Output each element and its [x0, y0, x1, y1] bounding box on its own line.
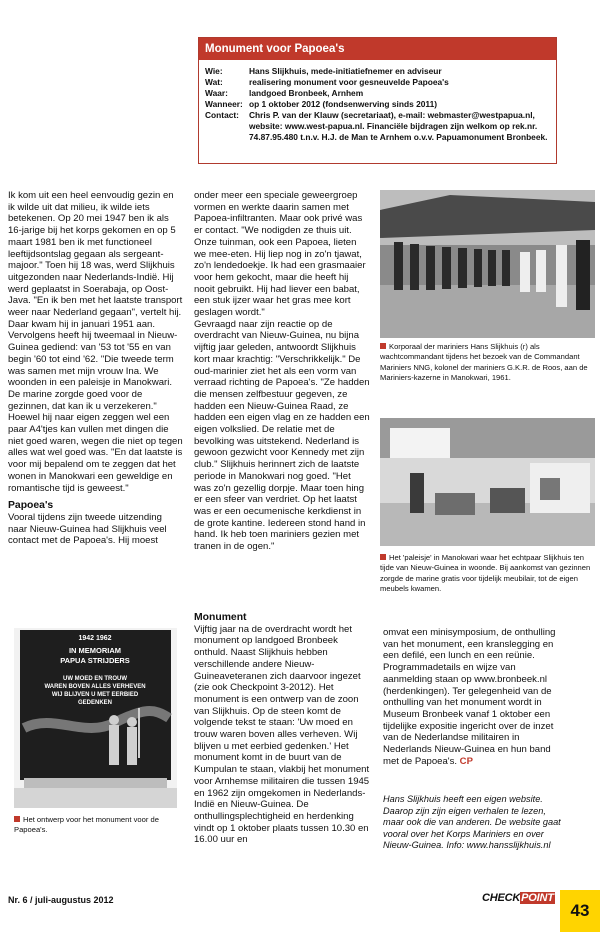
magazine-logo	[482, 892, 555, 904]
section-heading: Monument	[194, 612, 247, 623]
info-row	[205, 99, 553, 110]
paragraph-text: omvat een minisymposium, de onthulling van het monument, een kranslegging en een defilé, een lunch en een reünie. Programmadetails en wijze van aanmelding staan op www.bronbeek.nl (herdenkingen). Ter gelegenheid van de onthulling van het monument wordt in Museum Bronbeek vanaf 1 oktober een tijdelijke expositie ingericht over de inzet van de Nederlandse militairen in Nederlands Nieuw-Guinea en hun band met de Papoea's.	[383, 627, 556, 767]
author-note: Hans Slijkhuis heeft een eigen website. Daarop zijn zijn eigen verhalen te lezen, maar ook die van anderen. De website gaat vooral over het Korps Mariniers en over Nieuw-Guinea. Info: www.hansslijkhuis.nl	[383, 794, 561, 851]
info-label: Wat:	[205, 77, 223, 87]
info-value: realisering monument voor gesneuvelde Papoea's	[249, 77, 449, 87]
caption-bullet-icon	[14, 816, 20, 822]
caption-text: Korporaal der mariniers Hans Slijkhuis (r) als wachtcommandant tijdens het bezoek van de Commandant Mariniers NNG, kolonel der mariniers G.K.R. de Roos, aan de Mariniers-kazerne in Manokwari, 1961.	[380, 342, 588, 382]
info-box-title: Monument voor Papoea's	[199, 38, 556, 60]
info-row	[205, 110, 553, 143]
paragraph: Gevraagd naar zijn reactie op de overdracht van Nieuw-Guinea, nu bijna vijftig jaar geleden, antwoordt Slijkhuis kort maar krachtig: "Verschrikkelijk." De oud-marinier ziet het als een vorm van verraad richting de Papoea's. "Ze hadden die mensen zelfbestuur gegeven, ze hadden een Nieuw-Guinea Raad, ze hadden een eigen vlag en ze hadden een eigen volkslied. De relatie met de bevolking was uitstekend. Nederland is gewoon gezwicht voor Kennedy met zijn club." Slijkhuis herinnert zich de laatste periode in Manokwari nog goed. "Het was zo'n gezellig dorpje. Maar toen hing er een sfeer van verdriet. Op het laatst was er een oecumenische kerkdienst in de grote kantine. Iedereen stond hand in hand. Ik heb toen mariniers gezien met tranen in de ogen."	[194, 318, 370, 553]
photo-marines-parade	[380, 190, 595, 338]
info-label: Waar:	[205, 88, 228, 98]
info-box-rows	[205, 66, 553, 143]
caption-bullet-icon	[380, 343, 386, 349]
article-column-3	[194, 612, 370, 846]
info-row	[205, 77, 553, 88]
photo-caption	[14, 815, 182, 836]
article-column-4	[383, 627, 563, 767]
info-label: Wie:	[205, 66, 223, 76]
logo-part: POINT	[521, 892, 554, 904]
paragraph: Ik kom uit een heel eenvoudig gezin en ik wilde uit dat milieu, ik wilde iets betekenen. Op 20 mei 1947 ben ik als 16-jarige bij het korps gekomen en op 5 maart 1981 ben ik met functioneel leeftijdsontslag gegaan als sergeant-majoor." Toen hij 18 was, werd Slijkhuis uitgezonden naar Nederlands-Indië. Hij werd geplaatst in Soerabaja, op Oost-Java. "En ik ben met het laatste transport weer naar Nederland gegaan", vertelt hij. Daar kwam hij in januari 1951 aan. Vervolgens heeft hij tweemaal in Nieuw-Guinea gediend: van '53 tot '55 en van begin '60 tot eind '62. "Die tweede term was samen met mijn vrouw Ina. We woonden in een paleisje in Manokwari. De marine zorgde goed voor de gezinnen, dat kan ik u verzekeren." Hoewel hij naar eigen zeggen wel een paar A4'tjes kan vullen met dingen die niet goed waren, wegen die niet op tegen alles wat wel goed was. "En dat laatste is voor mij bepalend om te zeggen dat het wonen in Manokwari een geweldige en romantische tijd is geweest."	[8, 190, 183, 494]
info-value: op 1 oktober 2012 (fondsenwerving sinds 2011)	[249, 99, 438, 109]
monument-line: WAREN BOVEN ALLES VERHEVEN	[44, 684, 146, 690]
monument-line: UW MOED EN TROUW	[63, 676, 127, 682]
photo-paleisje-interior	[380, 418, 595, 546]
section-heading: Papoea's	[8, 500, 54, 512]
info-value: landgoed Bronbeek, Arnhem	[249, 88, 364, 98]
caption-bullet-icon	[380, 554, 386, 560]
monument-line: PAPUA STRIJDERS	[60, 656, 130, 665]
info-value: Hans Slijkhuis, mede-initiatiefnemer en adviseur	[249, 66, 442, 76]
article-column-2	[194, 190, 370, 553]
info-label: Wanneer:	[205, 99, 243, 109]
photo-caption	[380, 553, 596, 594]
end-mark: CP	[459, 755, 473, 767]
info-row	[205, 66, 553, 77]
monument-line: GEDENKEN	[77, 700, 113, 706]
page-number: 43	[560, 890, 600, 932]
monument-years: 1942 1962	[78, 635, 112, 642]
monument-line: IN MEMORIAM	[68, 646, 122, 655]
info-label: Contact:	[205, 110, 239, 120]
logo-part: CHECK	[482, 892, 521, 904]
caption-text: Het 'paleisje' in Manokwari waar het echtpaar Slijkhuis ten tijde van Nieuw-Guinea in woonde. Bij aankomst van gezinnen zorgde de marine gratis voor tijdelijk meubilair, tot de eigen meubels kwamen.	[380, 553, 591, 593]
info-row	[205, 88, 553, 99]
paragraph: Vijftig jaar na de overdracht wordt het monument op landgoed Bronbeek onthuld. Naast Slijkhuis hebben verschillende andere Nieuw-Guineaveteranen zich daarvoor ingezet (zie ook Checkpoint 3-2012). Het monument is een ontwerp van de zoon van Slijkhuis. Op de steen komt de volgende tekst te staan: 'Uw moed en trouw waren boven alles verheven. Wij blijven u met eerbied gedenken.' Het monument komt in de buurt van de Kumpulan te staan, vlakbij het monument voor Arnhemse militairen die tussen 1945 en 1962 zijn omgekomen in Nederlands-Indië en Nieuw-Guinea. De onthullingsplechtigheid en herdenking vindt op 1 oktober plaats tussen 10.30 en 16.00 uur en	[194, 623, 370, 846]
photo-caption	[380, 342, 596, 383]
info-value: Chris P. van der Klauw (secretariaat), e-mail: webmaster@westpapua.nl, website: www.west-papua.nl. Financiële bijdragen zijn welkom op rek.nr. 74.87.95.480 t.n.v. H.J. de Man te Arnhem o.v.v. Papuamonument Bronbeek.	[249, 110, 548, 142]
paragraph: Vooral tijdens zijn tweede uitzending naar Nieuw-Guinea had Slijkhuis veel contact met de Papoea's. Hij moest	[8, 511, 167, 547]
info-box	[198, 37, 557, 164]
monument-line: WIJ BLIJVEN U MET EERBIED	[51, 692, 139, 698]
caption-text: Het ontwerp voor het monument voor de Papoea's.	[14, 815, 159, 835]
paragraph: onder meer een speciale geweergroep vormen en werkte daarin samen met Papoea-infiltranten. Maar ook privé was er contact. "We nodigden ze thuis uit. Onze tuinman, ook een Papoea, lieten we mee-eten. Hij liep nog in zo'n tjawat, zo'n lendedoekje. Ik had een grasmaaier voor hem gekocht, maar die heeft hij nooit gebruikt. Hij had liever een babat, een stuk ijzer waar het gras mee kort geslagen wordt."	[194, 190, 366, 319]
paragraph	[383, 627, 563, 767]
monument-design-drawing	[14, 628, 177, 808]
article-column-1	[8, 190, 183, 547]
issue-label: Nr. 6 / juli-augustus 2012	[8, 895, 114, 905]
